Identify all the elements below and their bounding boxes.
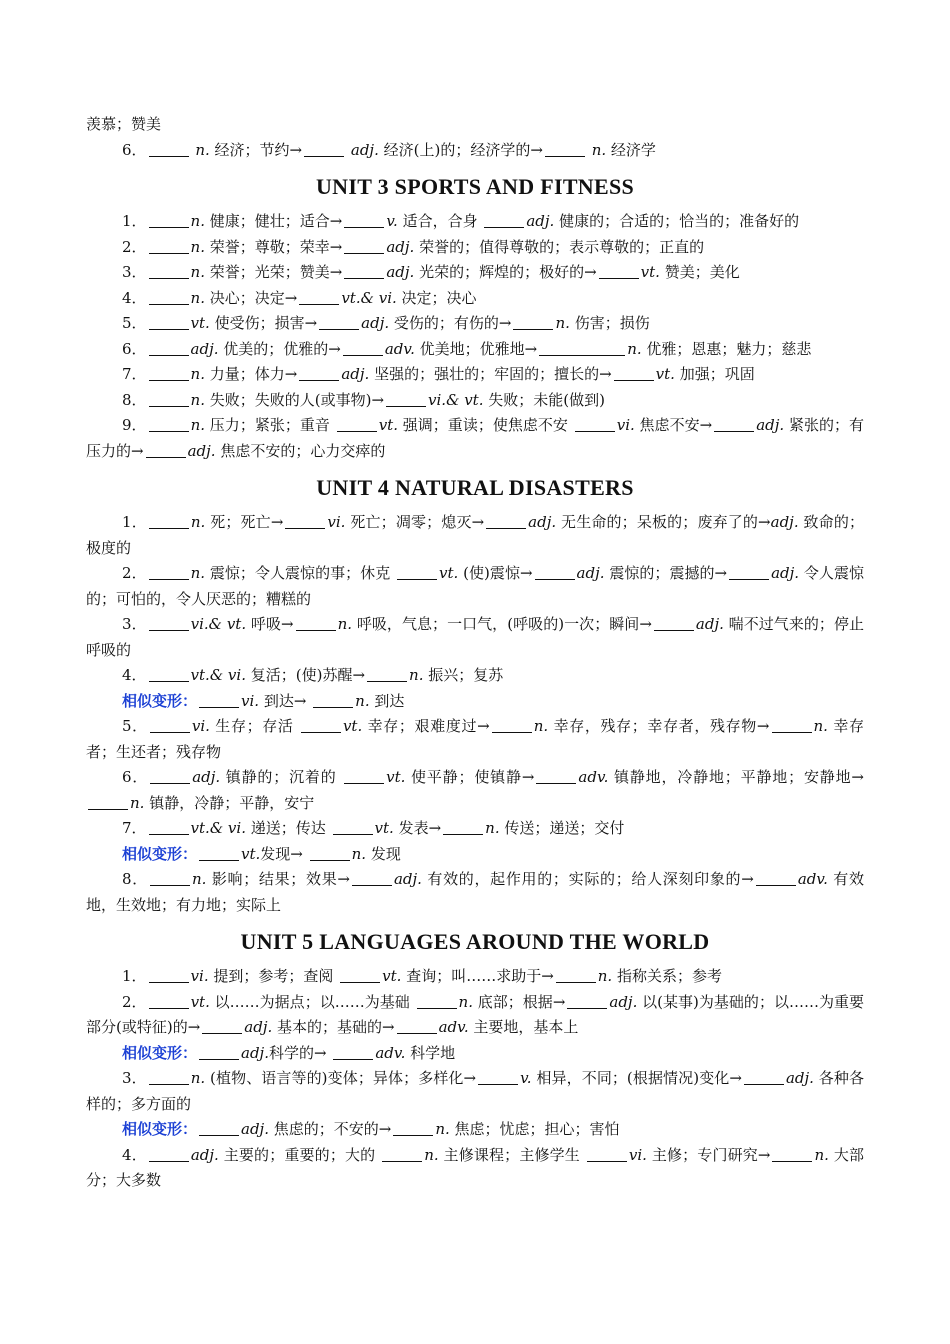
definition: 决心；决定→ [204, 288, 298, 307]
blank-line [202, 1021, 242, 1034]
blank-line [199, 695, 239, 708]
blank-line [301, 720, 341, 733]
item-number: 5． [122, 314, 147, 332]
definition: 焦虑不安→ [634, 416, 713, 434]
item-number: 5． [122, 717, 148, 735]
definition: 失败；未能(做到) [483, 390, 605, 409]
blank-line [397, 1021, 437, 1034]
definition: 幸存，残存；幸存者，残存物→ [548, 717, 770, 735]
unit4-list [86, 510, 864, 918]
blank-line [486, 516, 526, 529]
vocab-item [86, 286, 864, 312]
definition: (使)震惊→ [458, 564, 533, 582]
definition: 死亡；凋零；熄灭→ [345, 513, 485, 531]
definition: 镇静地，冷静地；平静地；安静地→ [608, 768, 864, 786]
item-number: 4． [122, 666, 147, 684]
blank-line [310, 848, 350, 861]
definition: 决定；决心 [396, 288, 477, 307]
pos-tag: adj. [386, 237, 415, 256]
pos-tag: vt. [655, 365, 675, 383]
definition: 幸存；艰难度过→ [362, 717, 490, 735]
blank-line [587, 1149, 627, 1162]
definition: 有效地，生效地；有力地；实际上 [86, 870, 864, 914]
blank-line [149, 215, 189, 228]
definition: 荣誉；尊敬；荣幸→ [204, 237, 343, 256]
vocab-item [86, 1066, 864, 1117]
pos-tag: adj. [609, 992, 638, 1011]
blank-line [614, 368, 654, 381]
vocab-item [86, 235, 864, 261]
definition: 使受伤；损害→ [209, 314, 318, 332]
text-line: 羡慕；赞美 [86, 115, 162, 133]
vocab-item [86, 561, 864, 612]
definition: 死；死亡→ [205, 513, 284, 531]
blank-line [393, 1123, 433, 1136]
vocab-item [86, 260, 864, 286]
pos-tag: adj. [526, 212, 555, 230]
blank-line [417, 996, 457, 1009]
blank-line [146, 445, 186, 458]
blank-line [149, 419, 189, 432]
vocab-item [86, 510, 864, 561]
pos-tag: adj. [393, 870, 422, 888]
blank-line [149, 368, 189, 381]
pos-tag: vi.& vt. [190, 615, 247, 633]
definition: 致命的；极度的 [86, 513, 864, 557]
definition: 令人震惊的；可怕的，令人厌恶的；糟糕的 [86, 564, 864, 608]
item-number: 3． [122, 615, 147, 633]
pos-tag: adv. [438, 1018, 469, 1036]
pos-tag: vt.& vi. [341, 288, 397, 307]
vocab-item [86, 337, 864, 363]
item-number: 3． [122, 263, 147, 281]
blank-line [199, 1047, 239, 1060]
blank-line [333, 822, 373, 835]
blank-line [150, 873, 190, 886]
vocab-item [86, 1143, 864, 1194]
pos-tag: n. [409, 666, 424, 684]
blank-line [150, 720, 190, 733]
definition: 指称关系；参考 [612, 967, 722, 985]
blank-line [299, 368, 339, 381]
blank-line [149, 996, 189, 1009]
definition: 振兴；复苏 [423, 666, 504, 684]
definition: 震惊；令人震惊的事；休克 [205, 564, 396, 582]
blank-line [149, 1072, 189, 1085]
vocab-item [86, 612, 864, 663]
item-number: 7． [122, 819, 147, 837]
pos-tag: vi. [191, 717, 210, 735]
definition: 力量；体力→ [204, 365, 298, 383]
blank-line [772, 1149, 812, 1162]
vocab-item [86, 209, 864, 235]
blank-line [478, 1072, 518, 1085]
blank-line [149, 144, 189, 157]
item-number: 2． [122, 564, 147, 582]
blank-line [313, 695, 353, 708]
unit-heading: UNIT 4 NATURAL DISASTERS [316, 475, 634, 500]
pos-tag: adj. [528, 513, 557, 531]
pos-tag: adj. [770, 513, 799, 531]
definition: 科学地 [405, 1043, 456, 1062]
blank-line [567, 996, 607, 1009]
vocab-item [86, 413, 864, 464]
definition: 呼吸，气息；一口气，(呼吸的)一次；瞬间→ [352, 615, 652, 633]
item-number: 3． [122, 1069, 147, 1087]
pos-tag: n. [435, 1120, 450, 1138]
definition: 优美地；优雅地→ [414, 339, 538, 358]
pos-tag: vt.& vi. [190, 666, 246, 684]
pos-tag: vt. [378, 416, 398, 434]
blank-line [149, 266, 189, 279]
definition: 喘不过气来的；停止呼吸的 [86, 615, 865, 659]
blank-line [599, 266, 639, 279]
definition: 赞美；美化 [659, 263, 740, 281]
pos-tag: adj. [386, 263, 415, 281]
item-number: 1． [122, 212, 147, 230]
definition: 荣誉的；值得尊敬的；表示尊敬的；正直的 [414, 237, 705, 256]
definition: 各种各样的；多方面的 [86, 1069, 864, 1113]
pos-tag: vt. [374, 819, 394, 837]
pos-tag: adj. [785, 1069, 814, 1087]
definition: 镇静，冷静；平静，安宁 [144, 793, 315, 812]
blank-line [772, 720, 812, 733]
similar-variant [86, 1041, 864, 1067]
definition: 强调；重读；使焦虑不安 [397, 416, 573, 434]
item-number: 4． [122, 288, 147, 307]
pos-tag: adv. [797, 870, 828, 888]
pos-tag: adj. [241, 1120, 269, 1138]
blank-line [149, 822, 189, 835]
pos-tag: vi.& vt. [428, 390, 484, 409]
variant-label: 相似变形： [122, 691, 198, 710]
pos-tag: n. [190, 390, 205, 409]
vocab-item [86, 964, 864, 990]
definition: 坚强的；强壮的；牢固的；擅长的→ [369, 365, 612, 383]
blank-line [443, 822, 483, 835]
item-number: 4． [122, 1145, 147, 1164]
blank-line [149, 317, 189, 330]
pos-tag: adj. [576, 564, 605, 582]
vocab-item [86, 816, 864, 842]
similar-variant [86, 689, 864, 715]
pos-tag: n. [355, 691, 370, 710]
vocab-item [86, 765, 864, 816]
blank-line [714, 419, 754, 432]
item-number: 8． [122, 870, 148, 888]
vocab-item [86, 663, 864, 689]
definition: 无生命的；呆板的；废弃了的→ [556, 513, 771, 531]
definition: 镇静的；沉着的 [220, 768, 343, 786]
blank-line [149, 567, 189, 580]
blank-line [296, 618, 336, 631]
blank-line [539, 343, 625, 356]
pos-tag: adj. [190, 339, 219, 358]
blank-line [556, 970, 596, 983]
unit-heading: UNIT 3 SPORTS AND FITNESS [315, 174, 635, 199]
definition: 主要地，基本上 [468, 1018, 579, 1036]
blank-line [149, 516, 189, 529]
pos-tag: vt. [386, 768, 406, 786]
blank-line [285, 516, 325, 529]
definition: 光荣的；辉煌的；极好的→ [414, 263, 597, 281]
blank-line [150, 771, 190, 784]
blank-line [545, 144, 585, 157]
pos-tag: n. [627, 339, 642, 358]
blank-line [199, 1123, 239, 1136]
blank-line [575, 419, 615, 432]
definition: 大部分；大多数 [86, 1145, 864, 1189]
vocab-item [86, 388, 864, 414]
pos-tag: adj. [361, 314, 390, 332]
pos-tag: adj. [771, 564, 800, 582]
definition: 健康的；合适的；恰当的；准备好的 [554, 212, 800, 230]
definition: 复活；(使)苏醒→ [245, 666, 366, 684]
item-number: 6． [122, 339, 147, 358]
definition: 生存；存活 [209, 717, 299, 735]
pos-tag: vi. [616, 416, 635, 434]
pos-tag: n. [555, 314, 570, 332]
blank-line [199, 848, 239, 861]
definition: 紧张的；有压力的→ [86, 416, 864, 460]
item-number: 1． [122, 967, 147, 985]
definition: 主要的；重要的；大的 [218, 1145, 381, 1164]
pos-tag: vt. [640, 263, 660, 281]
blank-line [367, 669, 407, 682]
item-number: 8． [122, 390, 147, 409]
pos-tag: adj. [241, 1043, 269, 1062]
blank-line [149, 669, 189, 682]
pos-tag: adv. [375, 1043, 406, 1062]
blank-line [397, 567, 437, 580]
definition: 震惊的；震撼的→ [604, 564, 728, 582]
unit5-list [86, 964, 864, 1194]
definition: 到达 [369, 691, 405, 710]
item-number: 2． [122, 992, 147, 1011]
item-number: 6． [122, 768, 149, 786]
definition: 使平静；使镇静→ [405, 768, 535, 786]
blank-line [484, 215, 524, 228]
pos-tag: vi. [327, 513, 346, 531]
blank-line [88, 797, 128, 810]
blank-line [149, 1149, 189, 1162]
pos-tag: n. [191, 870, 207, 888]
definition: 发现 [366, 844, 401, 863]
similar-variant [86, 842, 864, 868]
definition: 焦虑的；不安的→ [268, 1120, 392, 1138]
definition: 荣誉；光荣；赞美→ [204, 263, 343, 281]
definition: 主修课程；主修学生 [438, 1145, 585, 1164]
blank-line [319, 317, 359, 330]
pos-tag: vi. [190, 967, 209, 985]
variant-label: 相似变形： [122, 1120, 198, 1138]
pos-tag: n. [424, 1145, 439, 1164]
blank-line [149, 394, 189, 407]
blank-line [382, 1149, 422, 1162]
vocab-item [86, 714, 864, 765]
definition: (植物、语言等的)变体；异体；多样化→ [205, 1069, 477, 1087]
pos-tag: n. [190, 212, 205, 230]
definition: 优雅；恩惠；魅力；慈悲 [641, 339, 812, 358]
definition: 发现→ [260, 844, 308, 863]
vocab-item [86, 362, 864, 388]
blank-line [535, 567, 575, 580]
pos-tag: vt. [190, 314, 210, 332]
definition: 提到；参考；查阅 [208, 967, 339, 985]
item-number: 1． [122, 513, 147, 531]
pos-tag: vt. [382, 967, 402, 985]
item-number: 7． [122, 365, 147, 383]
pos-tag: adj. [190, 1145, 219, 1164]
pos-tag: n. [190, 263, 205, 281]
blank-line [344, 266, 384, 279]
definition: 焦虑；忧虑；担心；害怕 [449, 1120, 620, 1138]
definition: 幸存者；生还者；残存物 [86, 717, 865, 761]
pos-tag: n. [190, 237, 205, 256]
pos-tag: n. [190, 288, 205, 307]
blank-line [729, 567, 769, 580]
similar-variant [86, 1117, 864, 1143]
pos-tag: n. [337, 615, 353, 633]
blank-line [744, 1072, 784, 1085]
pos-tag: adj. [756, 416, 785, 434]
blank-line [149, 970, 189, 983]
blank-line [343, 343, 383, 356]
pos-tag: vt. [241, 844, 261, 863]
blank-line [492, 720, 532, 733]
pos-tag: n. [597, 967, 613, 985]
vocab-item [86, 311, 864, 337]
definition: 焦虑不安的；心力交瘁的 [215, 441, 386, 460]
pos-tag: n. [351, 844, 367, 863]
vocab-item [86, 867, 864, 918]
pos-tag: adj. [244, 1018, 273, 1036]
definition: 失败；失败的人(或事物)→ [204, 390, 385, 409]
definition: 适合，合身 [397, 212, 483, 230]
blank-line [344, 215, 384, 228]
pos-tag: n. [190, 1069, 206, 1087]
vocab-item [86, 990, 864, 1041]
pos-tag: vt. [342, 717, 363, 735]
pos-tag: v. [386, 212, 398, 230]
variant-label: 相似变形： [122, 844, 198, 863]
pos-tag: adj. [187, 441, 216, 460]
pos-tag: adj. [341, 365, 370, 383]
pos-tag: n. [130, 793, 145, 812]
definition: 伤害；损伤 [569, 314, 650, 332]
definition: 加强；巩固 [674, 365, 755, 383]
unit-heading: UNIT 5 LANGUAGES AROUND THE WORLD [240, 929, 710, 954]
blank-line [344, 771, 384, 784]
blank-line [299, 292, 339, 305]
unit3-list [86, 209, 864, 464]
pos-tag: n. [813, 717, 828, 735]
pos-tag: vi. [628, 1145, 647, 1164]
definition: 以(某事)为基础的；以……为重要部分(或特征)的→ [86, 992, 864, 1036]
definition: 呼吸→ [246, 615, 294, 633]
vocab-item: 6． n. 经济；节约→ adj. 经济(上)的；经济学的→ n. 经济学 [122, 140, 656, 159]
pos-tag: adv. [384, 339, 415, 358]
definition: 科学的→ [268, 1043, 332, 1062]
blank-line [149, 292, 189, 305]
variant-label: 相似变形： [122, 1043, 198, 1062]
pos-tag: n. [190, 513, 206, 531]
pos-tag: v. [520, 1069, 532, 1087]
pos-tag: n. [485, 819, 500, 837]
blank-line [337, 419, 377, 432]
definition: 健康；健壮；适合→ [204, 212, 343, 230]
blank-line [756, 873, 796, 886]
blank-line [149, 241, 189, 254]
blank-line [149, 618, 189, 631]
pos-tag: adj. [192, 768, 221, 786]
definition: 受伤的；有伤的→ [389, 314, 512, 332]
definition: 优美的；优雅的→ [218, 339, 341, 358]
definition: 到达→ [259, 691, 312, 710]
pos-tag: adj. [695, 615, 724, 633]
pos-tag: vt. [190, 992, 210, 1011]
blank-line [513, 317, 553, 330]
blank-line [536, 771, 576, 784]
pos-tag: n. [190, 365, 205, 383]
definition: 底部；根据→ [472, 992, 566, 1011]
blank-line [654, 618, 694, 631]
blank-line [149, 343, 189, 356]
definition: 主修；专门研究→ [646, 1145, 771, 1164]
pos-tag: adv. [578, 768, 609, 786]
blank-line [304, 144, 344, 157]
pos-tag: vt.& vi. [190, 819, 246, 837]
definition: 以……为据点；以……为基础 [209, 992, 415, 1011]
pos-tag: n. [458, 992, 473, 1011]
definition: 传送；递送；交付 [499, 819, 625, 837]
pos-tag: n. [190, 416, 206, 434]
blank-line [333, 1047, 373, 1060]
item-number: 9． [122, 416, 147, 434]
pos-tag: n. [814, 1145, 829, 1164]
pos-tag: vt. [439, 564, 459, 582]
definition: 递送；传达 [245, 819, 331, 837]
definition: 有效的，起作用的；实际的；给人深刻印象的→ [421, 870, 754, 888]
blank-line [352, 873, 392, 886]
item-number: 2． [122, 237, 147, 256]
definition: 查询；叫……求助于→ [401, 967, 554, 985]
blank-line [386, 394, 426, 407]
definition: 相异，不同；(根据情况)变化→ [531, 1069, 742, 1087]
pos-tag: n. [190, 564, 206, 582]
definition: 压力；紧张；重音 [205, 416, 335, 434]
definition: 影响；结果；效果→ [206, 870, 350, 888]
blank-line [344, 241, 384, 254]
blank-line [340, 970, 380, 983]
pos-tag: n. [533, 717, 549, 735]
pos-tag: vi. [241, 691, 260, 710]
definition: 基本的；基础的→ [272, 1018, 395, 1036]
definition: 发表→ [393, 819, 442, 837]
